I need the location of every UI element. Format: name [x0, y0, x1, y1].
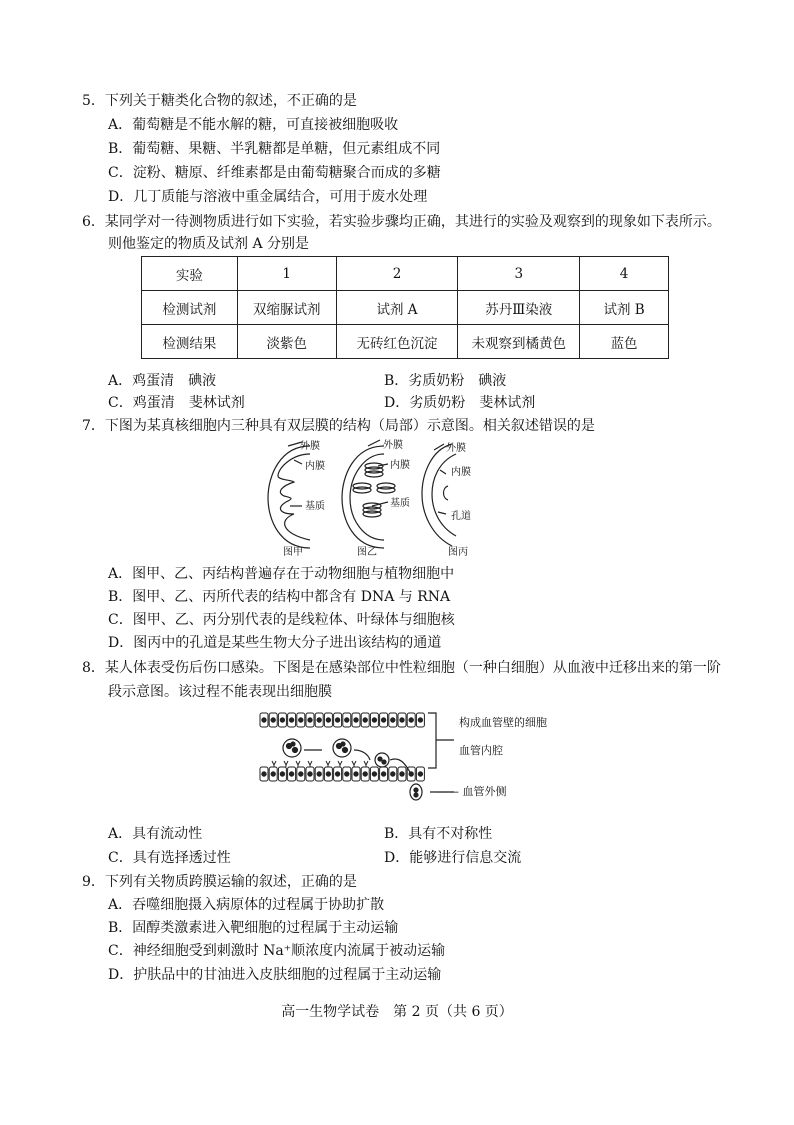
table-cell: 苏丹Ⅲ染液 — [458, 291, 580, 325]
table-cell: 试剂 A — [336, 291, 458, 325]
q8-option-a: A．具有流动性 — [108, 826, 203, 842]
vessel-figure — [258, 708, 458, 808]
q6-stem-line1: 6．某同学对一待测物质进行如下实验，若实验步骤均正确，其进行的实验及观察到的现象如下表所示。 — [82, 214, 721, 230]
table-cell: 未观察到橘黄色 — [458, 325, 580, 359]
q5-option-d: D．几丁质能与溶液中重金属结合，可用于废水处理 — [108, 189, 428, 205]
q8-stem-line2: 段示意图。该过程不能表现出细胞膜 — [108, 684, 332, 700]
table-cell: 4 — [580, 257, 669, 291]
fig-label-inner-3: 内膜 — [451, 467, 471, 478]
q7-option-b: B．图甲、乙、丙所代表的结构中都含有 DNA 与 RNA — [108, 589, 451, 605]
q5-stem: 5．下列关于糖类化合物的叙述，不正确的是 — [82, 93, 357, 109]
table-cell: 检测试剂 — [142, 291, 238, 325]
table-row — [142, 325, 669, 359]
q6-option-d: D．劣质奶粉 斐林试剂 — [384, 395, 536, 411]
fig-label-outer-3: 外膜 — [446, 443, 466, 454]
q6-option-b: B．劣质奶粉 碘液 — [384, 373, 507, 389]
q5-option-c: C．淀粉、糖原、纤维素都是由葡萄糖聚合而成的多糖 — [108, 165, 441, 181]
table-cell: 蓝色 — [580, 325, 669, 359]
table-cell: 检测结果 — [142, 325, 238, 359]
q6-option-a: A．鸡蛋清 碘液 — [108, 373, 217, 389]
q5-option-b: B．葡萄糖、果糖、半乳糖都是单糖，但元素组成不同 — [108, 141, 441, 157]
experiment-table — [141, 256, 669, 359]
table-cell: 1 — [237, 257, 336, 291]
fig-caption-yi: 图乙 — [357, 547, 377, 558]
q8-option-c: C．具有选择透过性 — [108, 850, 231, 866]
q9-stem: 9．下列有关物质跨膜运输的叙述，正确的是 — [82, 874, 357, 890]
table-cell: 2 — [336, 257, 458, 291]
table-cell: 实验 — [142, 257, 238, 291]
fig-label-vessel-wall: 构成血管壁的细胞 — [459, 716, 547, 729]
q5-option-a: A．葡萄糖是不能水解的糖，可直接被细胞吸收 — [108, 117, 399, 133]
q8-stem-line1: 8．某人体表受伤后伤口感染。下图是在感染部位中性粒细胞（一种白细胞）从血液中迁移出来的第一阶 — [82, 660, 721, 676]
table-cell: 3 — [458, 257, 580, 291]
q9-option-a: A．吞噬细胞摄入病原体的过程属于协助扩散 — [108, 897, 385, 913]
table-cell: 双缩脲试剂 — [237, 291, 336, 325]
fig-label-vessel-outside: —— 血管外侧 — [437, 785, 507, 798]
fig-label-vessel-lumen: 血管内腔 — [459, 744, 503, 757]
q6-option-c: C．鸡蛋清 斐林试剂 — [108, 395, 245, 411]
fig-label-inner-2: 内膜 — [390, 460, 410, 471]
fig-caption-bing: 图丙 — [448, 547, 468, 558]
fig-label-matrix-1: 基质 — [305, 501, 325, 512]
page-footer: 高一生物学试卷 第 2 页（共 6 页） — [281, 1004, 513, 1020]
q7-stem: 7．下图为某真核细胞内三种具有双层膜的结构（局部）示意图。相关叙述错误的是 — [82, 418, 595, 434]
fig-label-matrix-2: 基质 — [390, 498, 410, 509]
fig-caption-jia: 图甲 — [283, 547, 303, 558]
table-cell: 无砖红色沉淀 — [336, 325, 458, 359]
q8-option-d: D．能够进行信息交流 — [384, 850, 522, 866]
q9-option-d: D．护肤品中的甘油进入皮肤细胞的过程属于主动运输 — [108, 967, 442, 983]
q7-option-a: A．图甲、乙、丙结构普遍存在于动物细胞与植物细胞中 — [108, 566, 455, 582]
fig-label-outer-2: 外膜 — [383, 440, 403, 451]
q7-option-c: C．图甲、乙、丙分别代表的是线粒体、叶绿体与细胞核 — [108, 612, 455, 628]
fig-label-outer-1: 外膜 — [300, 441, 320, 452]
fig-label-inner-1: 内膜 — [305, 461, 325, 472]
table-cell: 淡紫色 — [237, 325, 336, 359]
q9-option-c: C．神经细胞受到刺激时 Na⁺顺浓度内流属于被动运输 — [108, 943, 446, 959]
table-row — [142, 291, 669, 325]
q9-option-b: B．固醇类激素进入靶细胞的过程属于主动运输 — [108, 920, 399, 936]
q6-stem-line2: 则他鉴定的物质及试剂 A 分别是 — [108, 236, 310, 252]
q7-option-d: D．图丙中的孔道是某些生物大分子进出该结构的通道 — [108, 635, 442, 651]
q8-option-b: B．具有不对称性 — [384, 826, 493, 842]
table-row — [142, 257, 669, 291]
table-cell: 试剂 B — [580, 291, 669, 325]
fig-label-pore: 孔道 — [451, 511, 471, 522]
